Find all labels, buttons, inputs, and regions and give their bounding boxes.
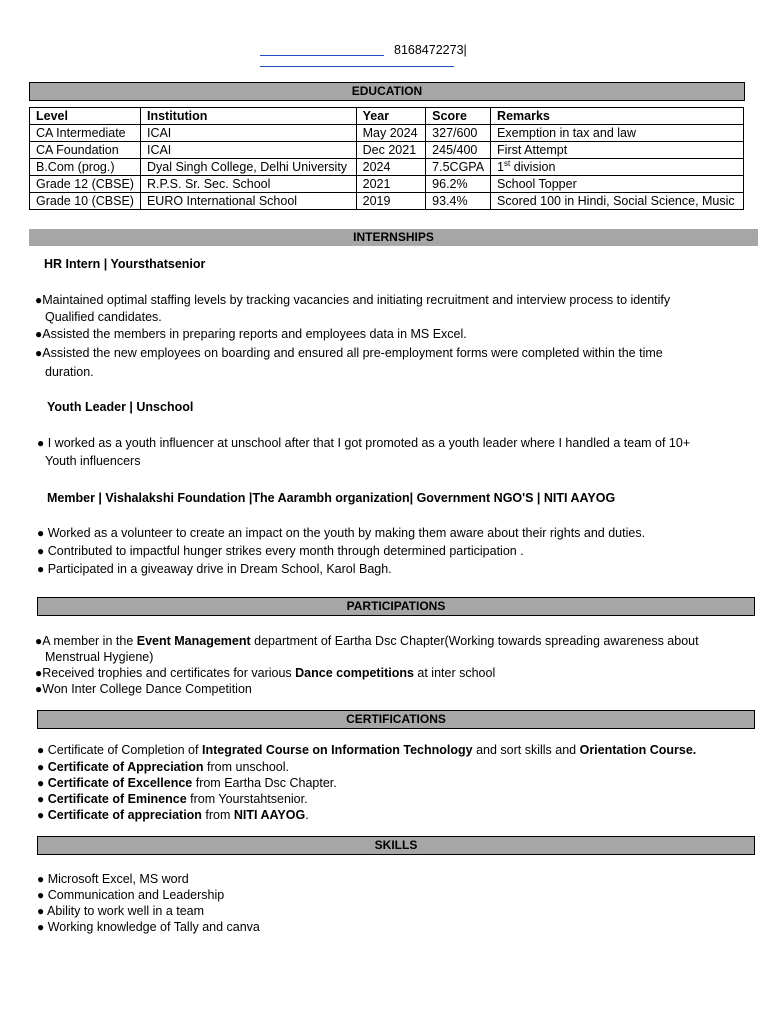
bullet-icon: ● — [37, 888, 45, 902]
participations-section-title: PARTICIPATIONS — [37, 597, 755, 616]
column-header: Remarks — [491, 108, 744, 125]
table-cell: ICAI — [140, 142, 356, 159]
table-cell: 96.2% — [426, 176, 491, 193]
linkedin-link-underline[interactable] — [260, 66, 454, 67]
table-cell: May 2024 — [356, 125, 426, 142]
column-header: Year — [356, 108, 426, 125]
column-header: Level — [30, 108, 141, 125]
list-item: ● Communication and Leadership — [37, 888, 225, 902]
table-cell: Grade 10 (CBSE) — [30, 193, 141, 210]
table-row — [30, 176, 744, 193]
table-cell: 93.4% — [426, 193, 491, 210]
bullet-icon: ● — [37, 792, 45, 806]
list-item: ● Certificate of Excellence from Eartha Dsc Chapter. — [37, 776, 337, 790]
education-section-title: EDUCATION — [29, 82, 745, 101]
internships-section-title: INTERNSHIPS — [29, 229, 758, 246]
bullet-icon: ● — [35, 327, 43, 341]
list-item-continuation: duration. — [45, 365, 94, 379]
bullet-icon: ● — [37, 436, 45, 450]
email-link-underline[interactable] — [260, 55, 384, 56]
list-item: ● Microsoft Excel, MS word — [37, 872, 189, 886]
list-item-continuation: Menstrual Hygiene) — [45, 650, 154, 664]
table-cell: 327/600 — [426, 125, 491, 142]
list-item: ●A member in the Event Management department of Eartha Dsc Chapter(Working towards spreading awareness about — [35, 634, 699, 648]
hr-intern-heading: HR Intern | Yoursthatsenior — [44, 257, 206, 271]
list-item: ●Won Inter College Dance Competition — [35, 682, 252, 696]
list-item: ● Certificate of Eminence from Yourstahtsenior. — [37, 792, 308, 806]
skills-section-title: SKILLS — [37, 836, 755, 855]
table-row — [30, 125, 744, 142]
list-item: ●Received trophies and certificates for various Dance competitions at inter school — [35, 666, 496, 680]
table-cell: EURO International School — [140, 193, 356, 210]
bullet-icon: ● — [37, 760, 45, 774]
bullet-icon: ● — [37, 872, 45, 886]
table-cell: R.P.S. Sr. Sec. School — [140, 176, 356, 193]
bullet-icon: ● — [37, 562, 45, 576]
table-row — [30, 142, 744, 159]
list-item: ●Maintained optimal staffing levels by tracking vacancies and initiating recruitment and interview process to identify — [35, 293, 671, 307]
bullet-icon: ● — [37, 743, 45, 757]
member-heading: Member | Vishalakshi Foundation |The Aarambh organization| Government NGO'S | NITI AAYOG — [47, 491, 616, 505]
education-table — [29, 107, 744, 210]
table-cell: B.Com (prog.) — [30, 159, 141, 176]
bullet-icon: ● — [37, 776, 45, 790]
list-item: ● Certificate of Appreciation from unschool. — [37, 760, 290, 774]
table-row — [30, 159, 744, 176]
bullet-icon: ● — [35, 682, 43, 696]
table-header-row — [30, 108, 744, 125]
list-item: ● Certificate of appreciation from NITI AAYOG. — [37, 808, 309, 822]
list-item: ● Contributed to impactful hunger strikes every month through determined participation . — [37, 544, 524, 558]
table-cell: 7.5CGPA — [426, 159, 491, 176]
table-row — [30, 193, 744, 210]
list-item: ● I worked as a youth influencer at unschool after that I got promoted as a youth leader where I handled a team of 10+ — [37, 436, 691, 450]
column-header: Score — [426, 108, 491, 125]
table-cell: Exemption in tax and law — [491, 125, 744, 142]
bullet-icon: ● — [37, 526, 45, 540]
bullet-icon: ● — [37, 544, 45, 558]
list-item: ●Assisted the new employees on boarding and ensured all pre-employment forms were completed within the time — [35, 346, 663, 360]
bullet-icon: ● — [35, 293, 43, 307]
list-item-continuation: Qualified candidates. — [45, 310, 162, 324]
table-cell: ICAI — [140, 125, 356, 142]
table-cell: Dec 2021 — [356, 142, 426, 159]
bullet-icon: ● — [35, 346, 43, 360]
list-item: ● Certificate of Completion of Integrated Course on Information Technology and sort skills and Orientation Course. — [37, 743, 697, 757]
table-cell: Dyal Singh College, Delhi University — [140, 159, 356, 176]
table-cell: 1st division — [491, 159, 744, 176]
table-cell: First Attempt — [491, 142, 744, 159]
bullet-icon: ● — [37, 808, 45, 822]
table-cell: CA Intermediate — [30, 125, 141, 142]
list-item: ● Working knowledge of Tally and canva — [37, 920, 260, 934]
table-cell: School Topper — [491, 176, 744, 193]
bullet-icon: ● — [37, 920, 45, 934]
contact-block — [260, 43, 560, 73]
list-item: ● Ability to work well in a team — [37, 904, 205, 918]
table-cell: 2024 — [356, 159, 426, 176]
table-cell: CA Foundation — [30, 142, 141, 159]
phone-number: 8168472273| — [394, 43, 467, 57]
table-cell: 2019 — [356, 193, 426, 210]
bullet-icon: ● — [35, 666, 43, 680]
list-item: ● Worked as a volunteer to create an impact on the youth by making them aware about their rights and duties. — [37, 526, 646, 540]
table-cell: 2021 — [356, 176, 426, 193]
bullet-icon: ● — [35, 634, 43, 648]
column-header: Institution — [140, 108, 356, 125]
certifications-section-title: CERTIFICATIONS — [37, 710, 755, 729]
table-cell: Grade 12 (CBSE) — [30, 176, 141, 193]
table-cell: Scored 100 in Hindi, Social Science, Music — [491, 193, 744, 210]
list-item: ●Assisted the members in preparing reports and employees data in MS Excel. — [35, 327, 467, 341]
list-item: ● Participated in a giveaway drive in Dream School, Karol Bagh. — [37, 562, 392, 576]
youth-leader-heading: Youth Leader | Unschool — [47, 400, 194, 414]
bullet-icon: ● — [37, 904, 45, 918]
table-cell: 245/400 — [426, 142, 491, 159]
list-item-continuation: Youth influencers — [45, 454, 141, 468]
